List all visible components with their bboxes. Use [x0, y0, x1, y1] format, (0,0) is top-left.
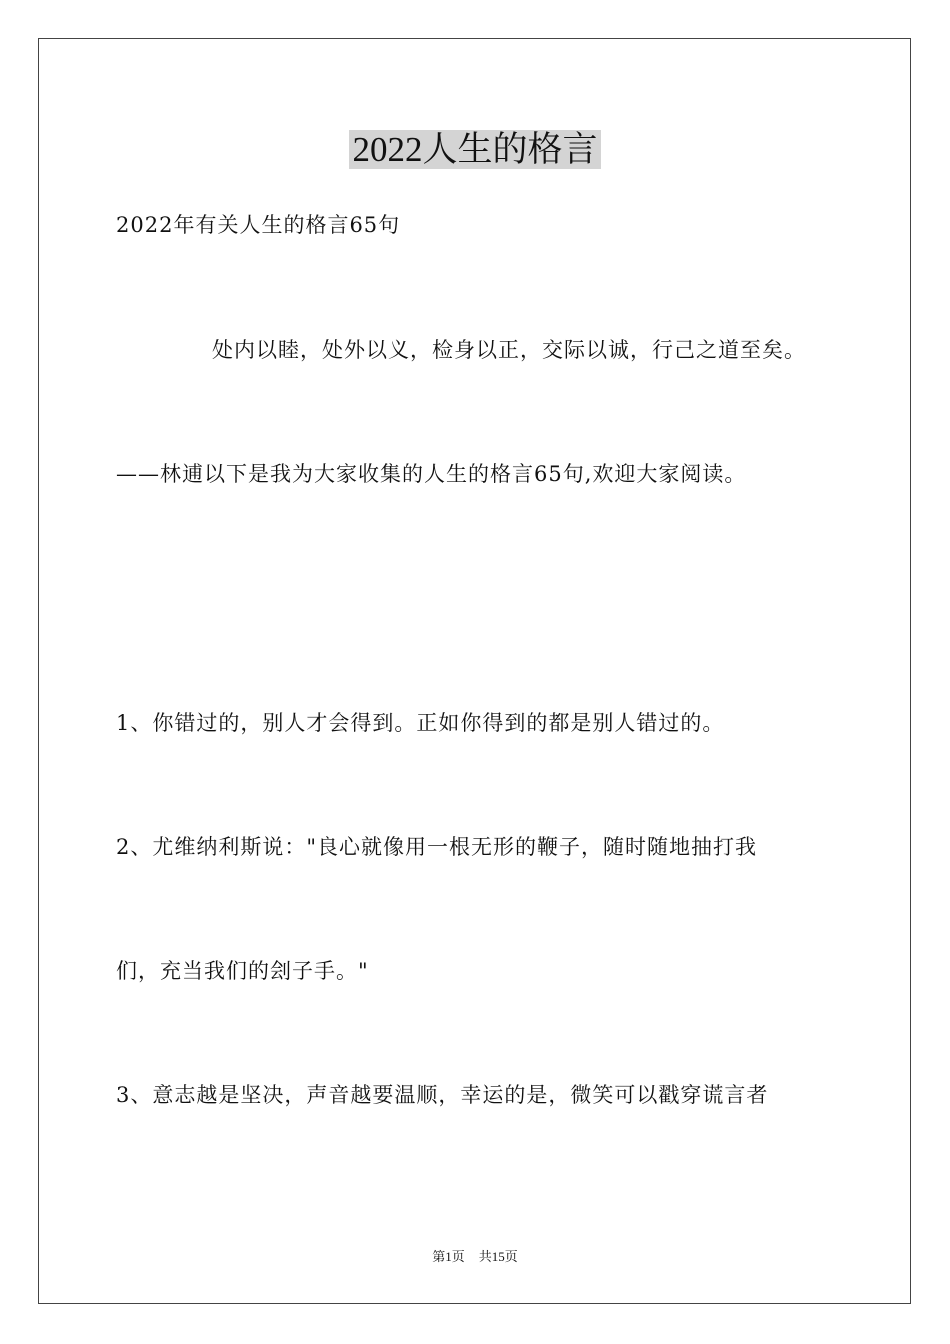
page-total: 共15页 [478, 1249, 518, 1264]
page-number: 第1页 [432, 1249, 465, 1264]
opening-quote: 处内以睦，处外以义，检身以正，交际以诚，行己之道至矣。 [212, 338, 806, 362]
document-title [0, 126, 950, 174]
page-footer [0, 1248, 950, 1266]
list-item: 1、你错过的，别人才会得到。正如你得到的都是别人错过的。 [116, 711, 725, 735]
document-subtitle: 2022年有关人生的格言65句 [116, 213, 401, 237]
list-item: 3、意志越是坚决，声音越要温顺，幸运的是，微笑可以戳穿谎言者 [116, 1083, 769, 1107]
list-item: 2、尤维纳利斯说："良心就像用一根无形的鞭子，随时随地抽打我 [116, 835, 758, 859]
list-item-continuation: 们，充当我们的刽子手。" [116, 959, 369, 983]
quote-source-intro: ——林逋以下是我为大家收集的人生的格言65句,欢迎大家阅读。 [116, 462, 747, 486]
document-title-text: 2022人生的格言 [349, 130, 600, 169]
